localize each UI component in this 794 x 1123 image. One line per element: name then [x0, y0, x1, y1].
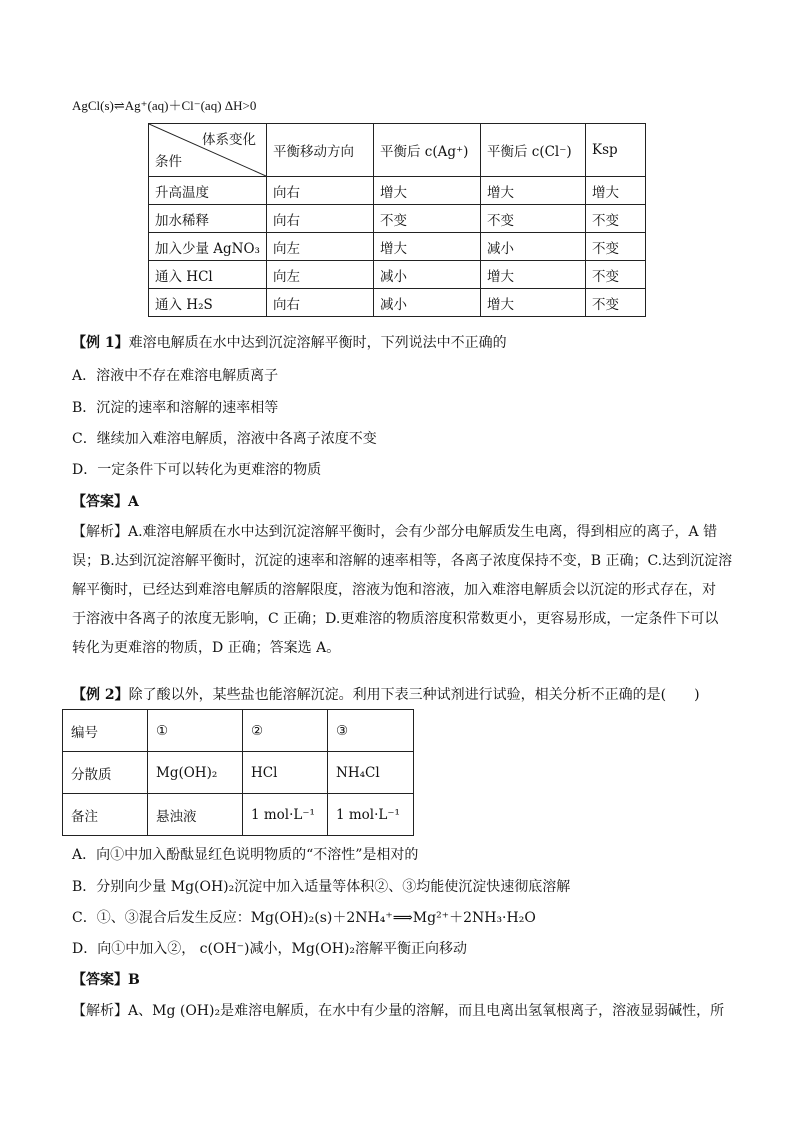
table-cell: 增大: [480, 177, 585, 205]
table-cell: 不变: [585, 233, 645, 261]
header-cell: 平衡移动方向: [266, 124, 373, 177]
table-cell: 通入 HCl: [149, 261, 267, 289]
example1-answer: 【答案】A: [72, 494, 139, 510]
analysis-line: 解平衡时，已经达到难溶电解质的溶解限度，溶液为饱和溶液，加入难溶电解质会以沉淀的形式存在，对: [72, 582, 716, 598]
example1-analysis: [72, 518, 732, 663]
table-cell: 不变: [585, 289, 645, 317]
table-cell: 不变: [585, 261, 645, 289]
table-cell: HCl: [243, 752, 328, 794]
reagent-table: [62, 709, 414, 836]
analysis-line: 转化为更难溶的物质，D 正确；答案选 A。: [72, 640, 341, 656]
example2-option-a: A．向①中加入酚酞显红色说明物质的“不溶性”是相对的: [72, 847, 419, 863]
table-cell: 向右: [266, 205, 373, 233]
table-cell: 向右: [266, 177, 373, 205]
example2-question-text: 除了酸以外，某些盐也能溶解沉淀。利用下表三种试剂进行试验，相关分析不正确的是( ): [128, 687, 700, 703]
example2-option-d: D．向①中加入②， c(OH⁻)减小，Mg(OH)₂溶解平衡正向移动: [72, 941, 468, 957]
example2-label: 【例 2】: [72, 687, 129, 703]
equilibrium-table: [148, 123, 646, 317]
table-cell: 升高温度: [149, 177, 267, 205]
example1-option-b: B．沉淀的速率和溶解的速率相等: [72, 400, 279, 416]
table-cell: 1 mol·L⁻¹: [243, 794, 328, 836]
analysis-line: 于溶液中各离子的浓度无影响，C 正确；D.更难溶的物质溶度积常数更小，更容易形成，一定条件下可以: [72, 611, 719, 627]
table-row: [149, 289, 646, 317]
table-cell: 通入 H₂S: [149, 289, 267, 317]
example2-option-c: C．①、③混合后发生反应：Mg(OH)₂(s)＋2NH₄⁺⟹Mg²⁺＋2NH₃·H₂O: [72, 910, 536, 926]
table-row: [149, 233, 646, 261]
example2-analysis: 【解析】A、Mg (OH)₂是难溶电解质，在水中有少量的溶解，而且电离出氢氧根离子，溶液显弱碱性，所: [72, 1003, 725, 1019]
table-cell: ①: [148, 710, 243, 752]
table-cell: 增大: [373, 177, 480, 205]
table-row: [149, 205, 646, 233]
table-cell: 不变: [480, 205, 585, 233]
table-cell: NH₄Cl: [328, 752, 414, 794]
table-cell: 向左: [266, 261, 373, 289]
table-cell: Mg(OH)₂: [148, 752, 243, 794]
example1-option-c: C．继续加入难溶电解质，溶液中各离子浓度不变: [72, 431, 377, 447]
table-cell: 向右: [266, 289, 373, 317]
table-cell: 增大: [585, 177, 645, 205]
table-cell: ②: [243, 710, 328, 752]
table-cell: 增大: [480, 261, 585, 289]
example2-option-b: B．分别向少量 Mg(OH)₂沉淀中加入适量等体积②、③均能使沉淀快速彻底溶解: [72, 879, 571, 895]
table-cell: 加水稀释: [149, 205, 267, 233]
table-row: [63, 752, 414, 794]
corner-top-label: 体系变化: [201, 132, 256, 148]
example2-question: [72, 685, 700, 705]
table-cell: 悬浊液: [148, 794, 243, 836]
table-cell: 备注: [63, 794, 148, 836]
header-cell: Ksp: [585, 124, 645, 177]
table-cell: 不变: [585, 205, 645, 233]
table-cell: ③: [328, 710, 414, 752]
example1-option-a: A．溶液中不存在难溶电解质离子: [72, 368, 279, 384]
table-cell: 分散质: [63, 752, 148, 794]
table-header-row: [149, 124, 646, 177]
table-cell: 1 mol·L⁻¹: [328, 794, 414, 836]
example1-option-d: D．一定条件下可以转化为更难溶的物质: [72, 462, 322, 478]
table-cell: 不变: [373, 205, 480, 233]
table-cell: 编号: [63, 710, 148, 752]
header-cell: 平衡后 c(Cl⁻): [480, 124, 585, 177]
header-cell: 平衡后 c(Ag⁺): [373, 124, 480, 177]
table-row: [149, 261, 646, 289]
corner-bottom-label: 条件: [155, 154, 182, 170]
example1-question-text: 难溶电解质在水中达到沉淀溶解平衡时，下列说法中不正确的: [128, 335, 507, 351]
table-cell: 减小: [480, 233, 585, 261]
example1-label: 【例 1】: [72, 335, 129, 351]
diagonal-header-cell: [149, 124, 267, 177]
table-cell: 增大: [480, 289, 585, 317]
analysis-line: 误；B.达到沉淀溶解平衡时，沉淀的速率和溶解的速率相等，各离子浓度保持不变，B 正确；C.达到沉淀溶: [72, 553, 733, 569]
analysis-line: 【解析】A.难溶电解质在水中达到沉淀溶解平衡时，会有少部分电解质发生电离，得到相应的离子，A 错: [72, 524, 718, 540]
table-cell: 减小: [373, 289, 480, 317]
table-cell: 减小: [373, 261, 480, 289]
table-row: [63, 710, 414, 752]
table-row: [63, 794, 414, 836]
example2-answer: 【答案】B: [72, 972, 140, 988]
table-cell: 向左: [266, 233, 373, 261]
table-cell: 加入少量 AgNO₃: [149, 233, 267, 261]
table-row: [149, 177, 646, 205]
dissolution-equation: AgCl(s)⇌Ag⁺(aq)＋Cl⁻(aq) ΔH>0: [72, 98, 257, 113]
example1-question: [72, 333, 507, 353]
table-cell: 增大: [373, 233, 480, 261]
